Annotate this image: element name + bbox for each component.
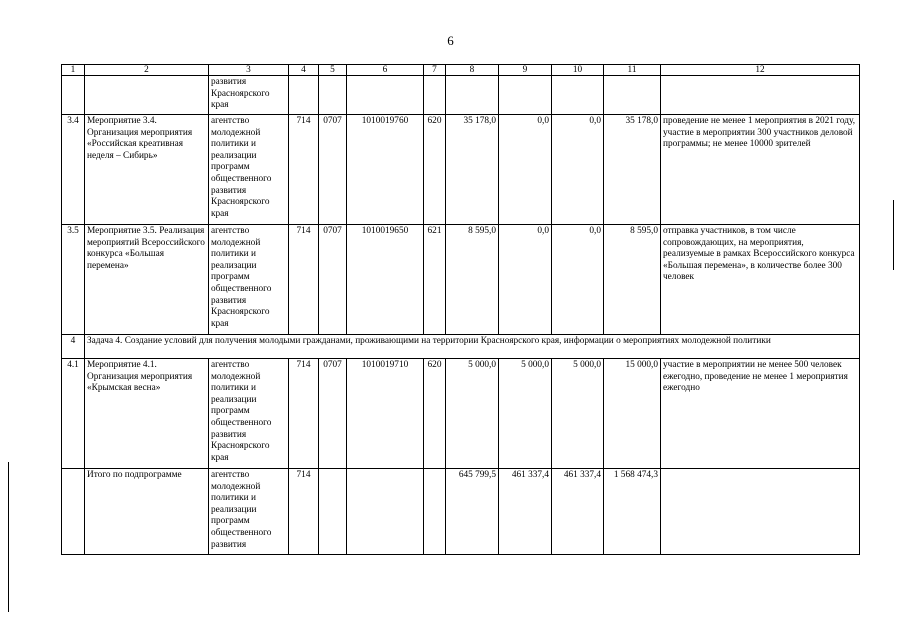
amount-total: 35 178,0 [604, 115, 661, 225]
expected-result: проведение не менее 1 мероприятия в 2021 году, участие в мероприятии 300 участников деловой программы; не менее 10000 зрителей [661, 115, 860, 225]
row-number [62, 469, 85, 555]
page-number: 6 [447, 33, 454, 48]
rzpr-code [319, 76, 347, 115]
column-header: 8 [446, 65, 499, 76]
column-header: 3 [209, 65, 289, 76]
vr-code: 620 [424, 359, 446, 469]
amount-2023: 461 337,4 [552, 469, 604, 555]
column-header: 6 [347, 65, 424, 76]
responsible-agency: агентство молодежной политики и реализации программ общественного развития Красноярского края [209, 115, 289, 225]
amount-2023: 0,0 [552, 225, 604, 335]
responsible-agency: развития Красноярского края [209, 76, 289, 115]
vr-code [424, 469, 446, 555]
program-activities-table [61, 64, 860, 555]
responsible-agency: агентство молодежной политики и реализации программ общественного развития [209, 469, 289, 555]
column-header: 10 [552, 65, 604, 76]
task-description: Задача 4. Создание условий для получения молодыми гражданами, проживающими на территории Красноярского края, информации о мероприятиях молодежной политики [85, 335, 860, 359]
amount-2021: 35 178,0 [446, 115, 499, 225]
csr-code: 1010019650 [347, 225, 424, 335]
activity-name [85, 76, 209, 115]
total-label: Итого по подпрограмме [85, 469, 209, 555]
amount-2022: 461 337,4 [499, 469, 552, 555]
column-header: 11 [604, 65, 661, 76]
amount-2023 [552, 76, 604, 115]
rzpr-code [319, 469, 347, 555]
expected-result: отправка участников, в том числе сопровождающих, на мероприятия, реализуемые в рамках Всероссийского конкурса «Большая перемена», в количестве более 300 человек [661, 225, 860, 335]
grbs-code [289, 76, 319, 115]
amount-total: 8 595,0 [604, 225, 661, 335]
rzpr-code: 0707 [319, 115, 347, 225]
table-row [62, 115, 860, 225]
csr-code: 1010019760 [347, 115, 424, 225]
rzpr-code: 0707 [319, 225, 347, 335]
scan-edge-mark [8, 462, 9, 612]
amount-total: 15 000,0 [604, 359, 661, 469]
column-header: 1 [62, 65, 85, 76]
amount-2022 [499, 76, 552, 115]
csr-code [347, 469, 424, 555]
amount-total [604, 76, 661, 115]
grbs-code: 714 [289, 359, 319, 469]
expected-result [661, 469, 860, 555]
table-row [62, 225, 860, 335]
row-number: 4.1 [62, 359, 85, 469]
responsible-agency: агентство молодежной политики и реализации программ общественного развития Красноярского края [209, 359, 289, 469]
column-header: 12 [661, 65, 860, 76]
column-header: 9 [499, 65, 552, 76]
grbs-code: 714 [289, 225, 319, 335]
csr-code: 1010019710 [347, 359, 424, 469]
amount-2021: 8 595,0 [446, 225, 499, 335]
row-number: 3.4 [62, 115, 85, 225]
scan-edge-mark [893, 200, 894, 270]
table-row [62, 76, 860, 115]
csr-code [347, 76, 424, 115]
amount-2021: 645 799,5 [446, 469, 499, 555]
amount-2022: 0,0 [499, 225, 552, 335]
table-row [62, 359, 860, 469]
task-number: 4 [62, 335, 85, 359]
rzpr-code: 0707 [319, 359, 347, 469]
activity-name: Мероприятие 4.1. Организация мероприятия «Крымская весна» [85, 359, 209, 469]
column-header: 5 [319, 65, 347, 76]
responsible-agency: агентство молодежной политики и реализации программ общественного развития Красноярского края [209, 225, 289, 335]
column-header: 2 [85, 65, 209, 76]
grbs-code: 714 [289, 115, 319, 225]
vr-code: 621 [424, 225, 446, 335]
task-row [62, 335, 860, 359]
row-number [62, 76, 85, 115]
activity-name: Мероприятие 3.5. Реализация мероприятий Всероссийского конкурса «Большая перемена» [85, 225, 209, 335]
grbs-code: 714 [289, 469, 319, 555]
column-header: 7 [424, 65, 446, 76]
amount-2022: 5 000,0 [499, 359, 552, 469]
column-header: 4 [289, 65, 319, 76]
table-header-row [62, 65, 860, 76]
amount-2023: 0,0 [552, 115, 604, 225]
expected-result: участие в мероприятии не менее 500 человек ежегодно, проведение не менее 1 мероприятия ежегодно [661, 359, 860, 469]
amount-2023: 5 000,0 [552, 359, 604, 469]
amount-2021 [446, 76, 499, 115]
total-row [62, 469, 860, 555]
row-number: 3.5 [62, 225, 85, 335]
expected-result [661, 76, 860, 115]
amount-2022: 0,0 [499, 115, 552, 225]
amount-total: 1 568 474,3 [604, 469, 661, 555]
amount-2021: 5 000,0 [446, 359, 499, 469]
vr-code: 620 [424, 115, 446, 225]
activity-name: Мероприятие 3.4. Организация мероприятия «Российская креативная неделя – Сибирь» [85, 115, 209, 225]
vr-code [424, 76, 446, 115]
